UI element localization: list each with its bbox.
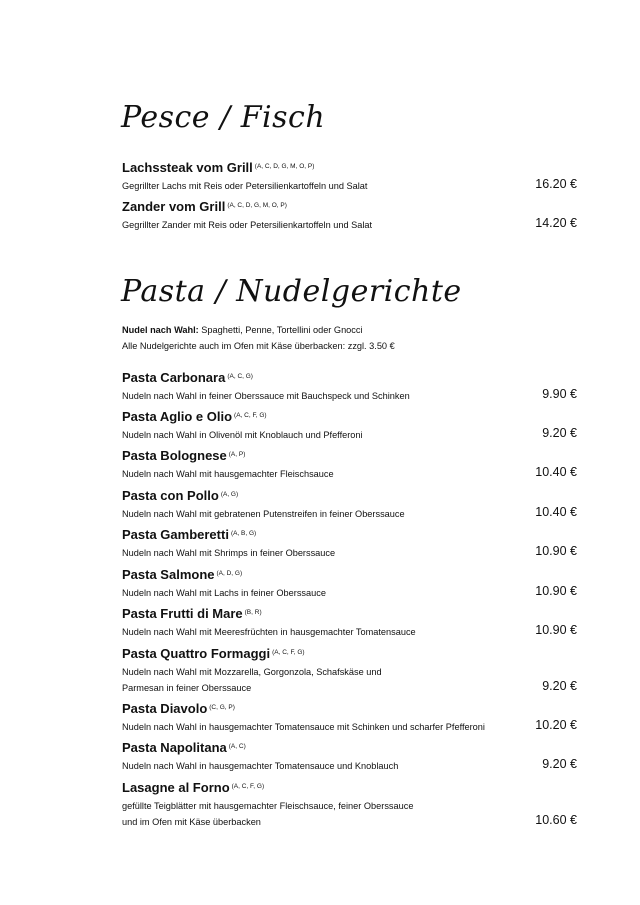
item-allergens: (A, G): [220, 491, 239, 498]
item-description: Nudeln nach Wahl mit Meeresfrüchten in hausgemachter Tomatensauce: [122, 627, 416, 637]
item-name: Pasta Salmone: [122, 567, 215, 582]
item-description: Nudeln nach Wahl mit hausgemachter Fleischsauce: [122, 469, 334, 479]
menu-item: [122, 370, 577, 404]
item-price: 10.60 €: [535, 813, 577, 827]
item-description: Nudeln nach Wahl mit Shrimps in feiner Oberssauce: [122, 548, 336, 558]
menu-item: [122, 199, 577, 233]
item-description: Nudeln nach Wahl in hausgemachter Tomatensauce und Knoblauch: [122, 761, 399, 771]
item-allergens: (A, C, F, G): [234, 412, 267, 419]
menu-item: [122, 646, 577, 696]
item-name: Pasta Frutti di Mare: [122, 606, 243, 621]
menu-item: [122, 740, 577, 774]
item-price: 10.40 €: [535, 505, 577, 519]
item-name: Pasta Gamberetti: [122, 527, 229, 542]
item-price: 9.20 €: [542, 757, 577, 771]
menu-item: [122, 567, 577, 601]
item-allergens: (A, D, G): [216, 570, 243, 577]
item-price: 10.90 €: [535, 544, 577, 558]
item-name: Pasta Napolitana: [122, 740, 227, 755]
item-name: Pasta Bolognese: [122, 448, 227, 463]
item-allergens: (B, R): [244, 609, 262, 616]
item-name: Pasta con Pollo: [122, 488, 219, 503]
item-price: 9.90 €: [542, 387, 577, 401]
item-name: Zander vom Grill: [122, 199, 226, 214]
item-price: 10.90 €: [535, 584, 577, 598]
menu-item: [122, 606, 577, 640]
intro-note: Alle Nudelgerichte auch im Ofen mit Käse überbacken: zzgl. 3.50 €: [122, 341, 395, 351]
item-name: Lachssteak vom Grill: [122, 160, 253, 175]
section-title-fish: Pesce / Fisch: [121, 100, 326, 135]
item-name: Pasta Diavolo: [122, 701, 208, 716]
menu-item: [122, 527, 577, 561]
menu-item: [122, 701, 577, 735]
intro-label: Nudel nach Wahl:: [122, 325, 199, 335]
item-price: 14.20 €: [535, 216, 577, 230]
menu-item: [122, 160, 577, 194]
pasta-intro: [122, 322, 395, 354]
item-allergens: (A, C, F, G): [231, 783, 265, 790]
item-description: gefüllte Teigblätter mit hausgemachter Fleischsauce, feiner Oberssauce: [122, 801, 414, 811]
item-description: Nudeln nach Wahl in feiner Oberssauce mit Bauchspeck und Schinken: [122, 391, 410, 401]
item-description-line2: und im Ofen mit Käse überbacken: [122, 817, 261, 827]
item-allergens: (A, C, D, G, M, O, P): [227, 202, 287, 209]
item-description: Gegrillter Zander mit Reis oder Petersilienkartoffeln und Salat: [122, 220, 373, 230]
menu-item: [122, 448, 577, 482]
item-allergens: (A, C, G): [227, 373, 253, 380]
menu-item: [122, 488, 577, 522]
item-description: Nudeln nach Wahl in hausgemachter Tomatensauce mit Schinken und scharfer Pfefferoni: [122, 722, 485, 732]
item-allergens: (A, P): [228, 451, 246, 458]
section-title-pasta: Pasta / Nudelgerichte: [121, 274, 462, 309]
item-allergens: (A, C): [228, 743, 246, 750]
item-name: Pasta Carbonara: [122, 370, 226, 385]
item-price: 9.20 €: [542, 426, 577, 440]
item-price: 10.90 €: [535, 623, 577, 637]
item-price: 10.40 €: [535, 465, 577, 479]
intro-text: Spaghetti, Penne, Tortellini oder Gnocci: [201, 325, 363, 335]
menu-item: [122, 780, 577, 830]
item-description: Nudeln nach Wahl in Olivenöl mit Knoblauch und Pfefferoni: [122, 430, 363, 440]
item-description: Nudeln nach Wahl mit Lachs in feiner Oberssauce: [122, 588, 326, 598]
item-description: Nudeln nach Wahl mit gebratenen Putenstreifen in feiner Oberssauce: [122, 509, 405, 519]
item-name: Pasta Aglio e Olio: [122, 409, 233, 424]
item-price: 10.20 €: [535, 718, 577, 732]
item-description: Nudeln nach Wahl mit Mozzarella, Gorgonzola, Schafskäse und: [122, 667, 382, 677]
item-price: 16.20 €: [535, 177, 577, 191]
item-allergens: (A, C, F, G): [272, 649, 305, 656]
item-allergens: (A, C, D, G, M, O, P): [254, 163, 315, 170]
item-name: Pasta Quattro Formaggi: [122, 646, 271, 661]
item-allergens: (C, G, P): [209, 704, 235, 711]
item-description: Gegrillter Lachs mit Reis oder Petersilienkartoffeln und Salat: [122, 181, 368, 191]
menu-item: [122, 409, 577, 443]
item-price: 9.20 €: [542, 679, 577, 693]
item-name: Lasagne al Forno: [122, 780, 230, 795]
item-description-line2: Parmesan in feiner Oberssauce: [122, 683, 252, 693]
item-allergens: (A, B, G): [230, 530, 257, 537]
